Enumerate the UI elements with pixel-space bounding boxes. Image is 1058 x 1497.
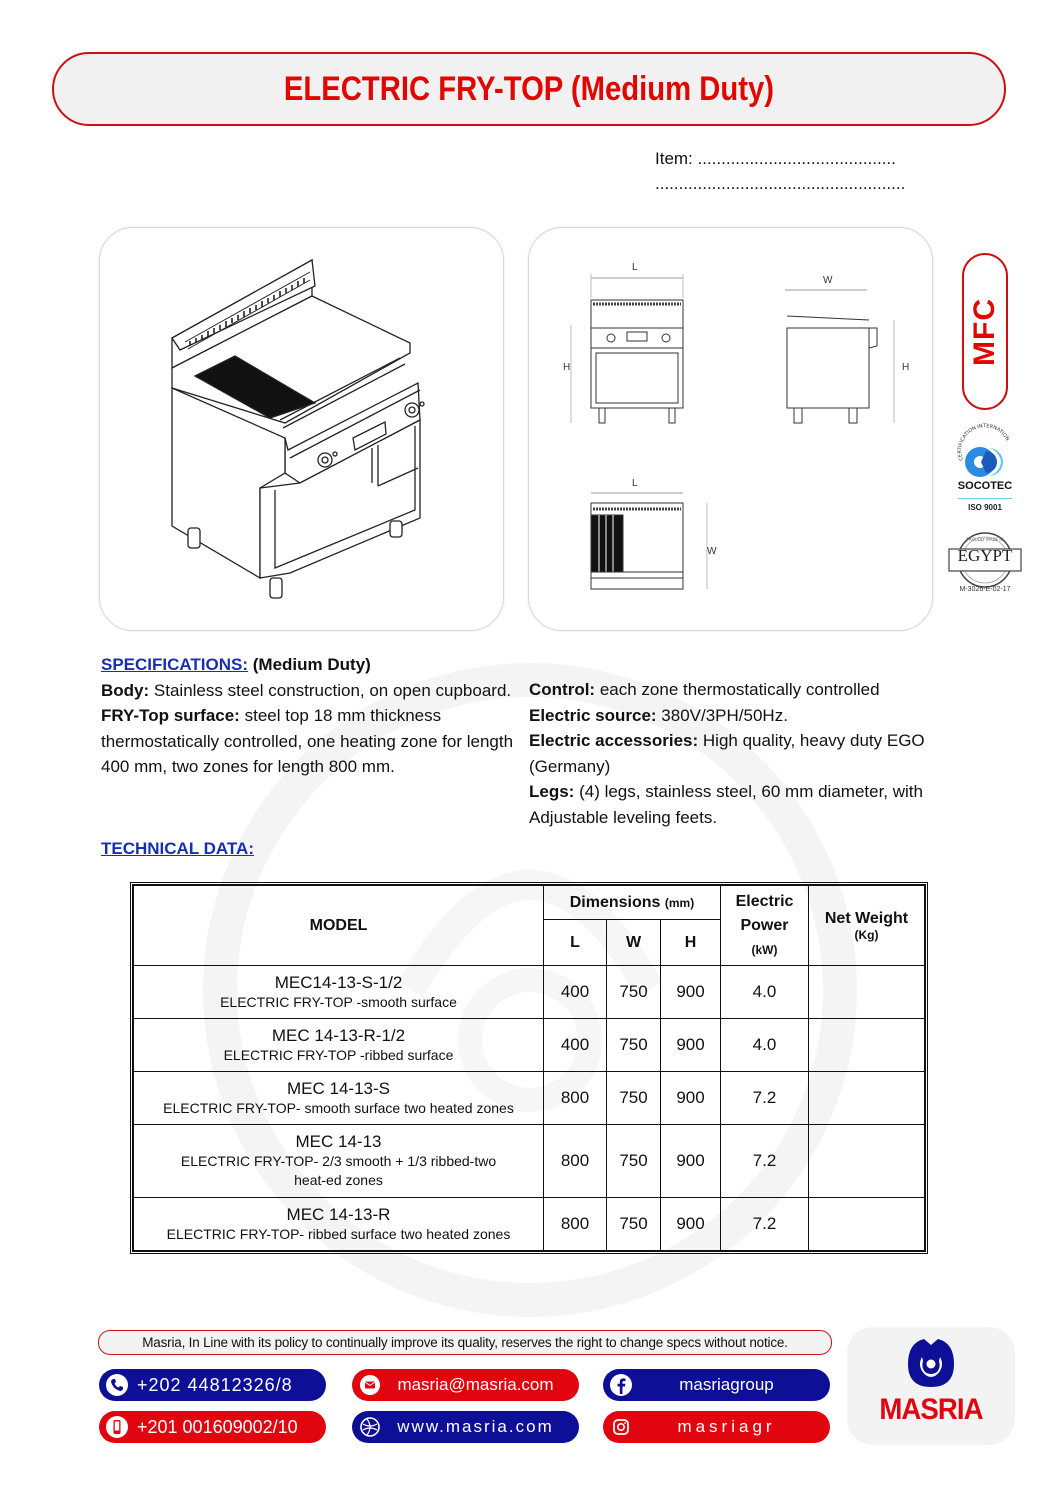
item-field: Item: .......................................... bbox=[655, 149, 896, 168]
email-contact[interactable] bbox=[352, 1369, 579, 1401]
side-width-label: W bbox=[823, 275, 833, 286]
model-description: ELECTRIC FRY-TOP -ribbed surface bbox=[223, 1046, 454, 1063]
spec-text: High quality, heavy duty EGO (Germany) bbox=[529, 731, 925, 776]
spec-legs bbox=[529, 779, 949, 830]
mobile-number: +201 001609002/10 bbox=[137, 1416, 298, 1437]
masria-logo-text: MASRIA bbox=[879, 1393, 983, 1426]
spec-electric-source bbox=[529, 703, 949, 729]
spec-label: Body: bbox=[101, 680, 150, 700]
col-power-label: Electric Power bbox=[735, 892, 794, 934]
cell-w: 750 bbox=[607, 1125, 661, 1198]
cell-h: 900 bbox=[661, 1198, 721, 1251]
side-view bbox=[785, 290, 894, 423]
cell-weight bbox=[809, 1072, 925, 1125]
mobile-contact[interactable] bbox=[99, 1411, 326, 1443]
model-description: ELECTRIC FRY-TOP- 2/3 smooth + 1/3 ribbed-two heat-ed zones bbox=[180, 1153, 497, 1188]
cell-l: 400 bbox=[544, 1019, 607, 1072]
cell-power: 7.2 bbox=[721, 1072, 809, 1125]
fry-top-isometric-drawing bbox=[100, 228, 505, 632]
cell-w: 750 bbox=[607, 1072, 661, 1125]
email-address: masria@masria.com bbox=[397, 1375, 554, 1394]
instagram-icon bbox=[609, 1415, 633, 1439]
instagram-contact[interactable] bbox=[603, 1411, 830, 1443]
model-name: MEC14-13-S-1/2 bbox=[274, 972, 403, 992]
front-height-label: H bbox=[563, 362, 571, 373]
model-name: MEC 14-13-R-1/2 bbox=[271, 1025, 406, 1045]
cell-model bbox=[134, 1072, 544, 1125]
egypt-seal-top-text: PROUDLY MADE IN bbox=[966, 537, 1004, 542]
cell-l: 800 bbox=[544, 1072, 607, 1125]
spec-body bbox=[101, 678, 521, 704]
technical-data-heading: TECHNICAL DATA: bbox=[101, 839, 254, 858]
phone-number: +202 44812326/8 bbox=[137, 1374, 293, 1395]
table-row bbox=[134, 1125, 925, 1198]
col-dimensions bbox=[544, 886, 721, 920]
iso-label: ISO 9001 bbox=[968, 503, 1002, 512]
product-image-panel bbox=[99, 227, 504, 631]
cell-model bbox=[134, 966, 544, 1019]
facebook-handle: masriagroup bbox=[679, 1375, 774, 1394]
top-view bbox=[591, 493, 707, 589]
front-view bbox=[571, 274, 683, 423]
specifications-right bbox=[529, 677, 949, 830]
col-weight bbox=[809, 886, 925, 966]
specifications-left bbox=[101, 652, 521, 780]
facebook-contact[interactable] bbox=[603, 1369, 830, 1401]
cell-weight bbox=[809, 966, 925, 1019]
spec-fry-top-surface bbox=[101, 703, 521, 780]
socotec-name: SOCOTEC bbox=[957, 480, 1013, 492]
cell-l: 400 bbox=[544, 966, 607, 1019]
spec-label: FRY-Top surface: bbox=[101, 706, 240, 725]
title-banner bbox=[52, 52, 1006, 126]
cell-l: 800 bbox=[544, 1198, 607, 1251]
cell-l: 800 bbox=[544, 1125, 607, 1198]
globe-icon bbox=[358, 1415, 382, 1439]
spec-label: Legs: bbox=[529, 782, 575, 801]
email-icon bbox=[358, 1373, 382, 1397]
cell-h: 900 bbox=[661, 966, 721, 1019]
model-name: MEC 14-13 bbox=[295, 1132, 382, 1151]
top-width-label: W bbox=[707, 546, 717, 557]
model-name: MEC 14-13-S bbox=[287, 1078, 390, 1098]
model-description: ELECTRIC FRY-TOP- smooth surface two heated zones bbox=[163, 1099, 514, 1116]
cell-model bbox=[134, 1125, 544, 1198]
col-dimensions-unit: (mm) bbox=[664, 895, 695, 910]
col-model: MODEL bbox=[134, 886, 544, 966]
spec-text: 380V/3PH/50Hz. bbox=[661, 705, 788, 725]
cell-weight bbox=[809, 1198, 925, 1251]
cell-power: 4.0 bbox=[721, 1019, 809, 1072]
phone-contact[interactable] bbox=[99, 1369, 326, 1401]
masria-logo bbox=[847, 1327, 1015, 1445]
col-h: H bbox=[661, 920, 721, 966]
col-power-unit: (kW) bbox=[751, 942, 778, 957]
spec-label: Electric source: bbox=[529, 705, 657, 725]
instagram-handle: masriagr bbox=[677, 1417, 776, 1436]
website-contact[interactable] bbox=[352, 1411, 579, 1443]
technical-data-table bbox=[130, 882, 928, 1254]
cell-w: 750 bbox=[607, 966, 661, 1019]
mfc-label: MFC bbox=[968, 297, 1002, 366]
model-description: ELECTRIC FRY-TOP -smooth surface bbox=[220, 993, 457, 1010]
specifications-duty: (Medium Duty) bbox=[252, 655, 371, 674]
col-weight-unit: (Kg) bbox=[854, 927, 879, 942]
front-length-label: L bbox=[632, 262, 638, 273]
spec-text: (4) legs, stainless steel, 60 mm diameter, with Adjustable leveling feets. bbox=[529, 782, 923, 827]
side-height-label: H bbox=[902, 362, 910, 373]
mfc-badge bbox=[962, 253, 1008, 410]
socotec-divider bbox=[958, 498, 1012, 499]
cell-model bbox=[134, 1198, 544, 1251]
cell-h: 900 bbox=[661, 1072, 721, 1125]
technical-drawing-panel bbox=[528, 227, 933, 631]
egypt-seal-text: EGYPT bbox=[957, 546, 1013, 565]
spec-label: Control: bbox=[529, 680, 596, 699]
model-name: MEC 14-13-R bbox=[286, 1204, 391, 1224]
facebook-icon bbox=[609, 1373, 633, 1397]
spec-label: Electric accessories: bbox=[529, 731, 699, 750]
table-row bbox=[134, 1072, 925, 1125]
top-length-label: L bbox=[632, 478, 638, 489]
cell-power: 7.2 bbox=[721, 1198, 809, 1251]
cell-power: 4.0 bbox=[721, 966, 809, 1019]
cell-weight bbox=[809, 1125, 925, 1198]
spec-control bbox=[529, 677, 949, 703]
egypt-seal-code: M-3026-E-02-17 bbox=[959, 586, 1011, 593]
col-w: W bbox=[607, 920, 661, 966]
disclaimer: Masria, In Line with its policy to continually improve its quality, reserves the right to change specs without notice. bbox=[98, 1330, 832, 1355]
cell-model bbox=[134, 1019, 544, 1072]
cell-w: 750 bbox=[607, 1198, 661, 1251]
spec-text: Stainless steel construction, on open cupboard. bbox=[153, 680, 512, 700]
cell-w: 750 bbox=[607, 1019, 661, 1072]
col-power bbox=[721, 886, 809, 966]
col-weight-label: Net Weight bbox=[824, 909, 909, 927]
masria-logo-mark bbox=[906, 1337, 956, 1389]
table-row bbox=[134, 1198, 925, 1251]
cell-weight bbox=[809, 1019, 925, 1072]
table-row bbox=[134, 1019, 925, 1072]
mobile-icon bbox=[105, 1415, 129, 1439]
cell-power: 7.2 bbox=[721, 1125, 809, 1198]
spec-text: each zone thermostatically controlled bbox=[599, 680, 880, 699]
item-field-continuation: ..................................................... bbox=[655, 174, 906, 193]
technical-drawing bbox=[529, 228, 934, 632]
website-url: www.masria.com bbox=[397, 1417, 554, 1436]
col-l: L bbox=[544, 920, 607, 966]
col-dimensions-label: Dimensions bbox=[569, 893, 661, 911]
phone-icon bbox=[105, 1373, 129, 1397]
socotec-arc-text: CERTIFICATION INTERNATION bbox=[957, 423, 1011, 462]
spec-electric-accessories bbox=[529, 728, 949, 779]
table-row bbox=[134, 966, 925, 1019]
cell-h: 900 bbox=[661, 1125, 721, 1198]
model-description: ELECTRIC FRY-TOP- ribbed surface two heated zones bbox=[166, 1225, 511, 1242]
specifications-heading: SPECIFICATIONS: bbox=[101, 655, 249, 674]
cell-h: 900 bbox=[661, 1019, 721, 1072]
spec-text: steel top 18 mm thickness thermostatically controlled, one heating zone for length 400 mm, two zones for length 800 mm. bbox=[101, 706, 514, 776]
specifications-heading-line bbox=[101, 652, 521, 678]
page-title: ELECTRIC FRY-TOP (Medium Duty) bbox=[283, 69, 775, 108]
